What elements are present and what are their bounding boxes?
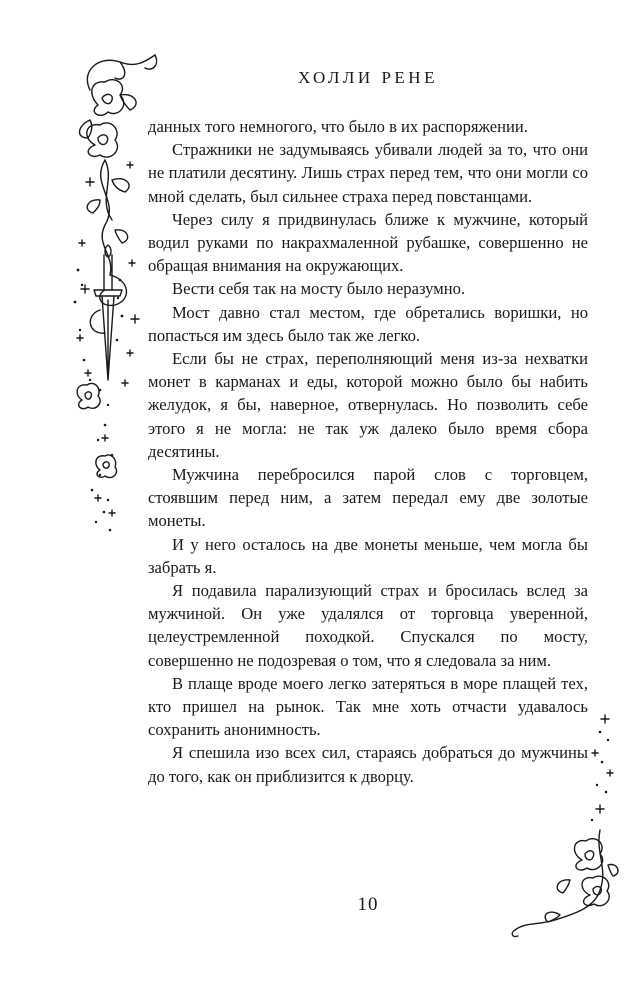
paragraph: Я подавила парализующий страх и бросилась вслед за мужчиной. Он уже удалялся от торговца уверенной, целеустремленной походкой. Спускался по мосту, совершенно не подозревая о том, что я следовала за ним. [148,581,588,670]
left-dotted-trail [60,250,130,540]
paragraph: Вести себя так на мосту было неразумно. [172,279,466,299]
paragraph: И у него осталось на две монеты меньше, чем могла бы забрать я. [148,534,588,577]
running-head: ХОЛЛИ РЕНЕ [298,68,438,87]
body-text [148,115,588,788]
paragraph: Мужчина перебросился парой слов с торговцем, стоявшим перед ним, а затем передал ему две золотые монеты. [148,465,588,531]
paragraph: данных того немногого, что было в их распоряжении. [148,117,528,136]
paragraph: Стражники не задумываясь убивали людей за то, что они не платили десятину. Лишь страх перед тем, что они могли со мной сделать, был сильнее страха перед повстанцами. [148,140,588,206]
page-number: 10 [357,894,379,915]
paragraph: В плаще вроде моего легко затеряться в море плащей тех, кто пришел на рынок. Так мне хоть отчасти удавалось сохранить анонимность. [148,673,588,740]
paragraph: Через силу я придвинулась ближе к мужчине, который водил руками по накрахмаленной рубашке, совершенно не обращая внимания на окружающих. [148,209,588,276]
paragraph: Если бы не страх, переполняющий меня из-за нехватки монет в карманах и еды, которой можно было бы набить желудок, я бы, наверное, отвернулась. Но позволить себе этого я не могла: не так уж далеко было время сбора десятины. [148,349,588,461]
paragraph: Я спешила изо всех сил, стараясь добраться до мужчины до того, как он приблизится к дворцу. [148,743,588,786]
paragraph: Мост давно стал местом, где обретались воришки, но попасться им здесь было так же легко. [148,302,588,345]
